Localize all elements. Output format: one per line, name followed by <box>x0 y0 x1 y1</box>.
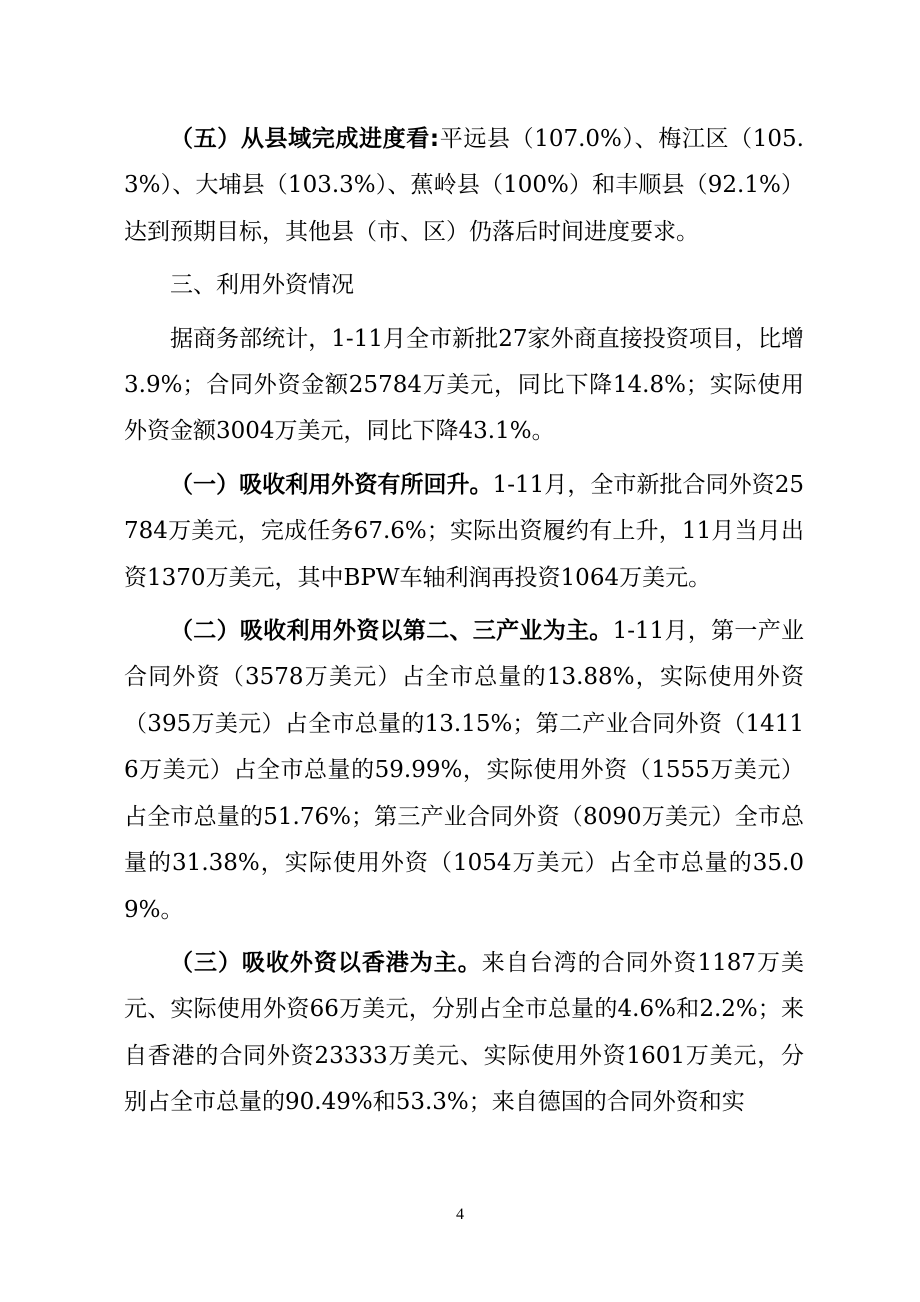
paragraph-investment-sources <box>124 940 804 1126</box>
paragraph-county-progress <box>124 116 804 255</box>
paragraph-investment-rebound <box>124 462 804 601</box>
paragraph-investment-summary <box>124 316 804 455</box>
section-heading-foreign-investment: 三、利用外资情况 <box>170 272 354 299</box>
paragraph-text: 1-11月，第一产业合同外资（3578万美元）占全市总量的13.88%，实际使用外资（395万美元）占全市总量的13.15%；第二产业合同外资（14116万美元）占全市总量的59.99%，实际使用外资（1555万美元）占全市总量的51.76%；第三产业合同外资（8090万美元）全市总量的31.38%，实际使用外资（1054万美元）占全市总量的35.09%。 <box>124 618 805 923</box>
page-number: 4 <box>456 1206 464 1223</box>
paragraph-lead: （一）吸收利用外资有所回升。 <box>170 471 493 498</box>
paragraph-industry-structure <box>124 608 804 933</box>
paragraph-text: 来自台湾的合同外资1187万美元、实际使用外资66万美元，分别占全市总量的4.6%和2.2%；来自香港的合同外资23333万美元、实际使用外资1601万美元，分别占全市总量的90.49%和53.3%；来自德国的合同外资和实 <box>124 949 805 1116</box>
paragraph-lead: （二）吸收利用外资以第二、三产业为主。 <box>170 618 613 645</box>
paragraph-text: 据商务部统计，1-11月全市新批27家外商直接投资项目，比增3.9%；合同外资金额25784万美元，同比下降14.8%；实际使用外资金额3004万美元，同比下降43.1%。 <box>124 325 804 445</box>
paragraph-lead: （三）吸收外资以香港为主。 <box>170 949 482 976</box>
document-body <box>124 116 804 1126</box>
paragraph-text: 1-11月，全市新批合同外资25784万美元，完成任务67.6%；实际出资履约有上升，11月当月出资1370万美元，其中BPW车轴利润再投资1064万美元。 <box>124 471 804 591</box>
paragraph-lead: （五）从县域完成进度看: <box>170 126 440 152</box>
paragraph-text: 平远县（107.0%）、梅江区（105.3%）、大埔县（103.3%）、蕉岭县（100%）和丰顺县（92.1%）达到预期目标，其他县（市、区）仍落后时间进度要求。 <box>124 126 804 245</box>
